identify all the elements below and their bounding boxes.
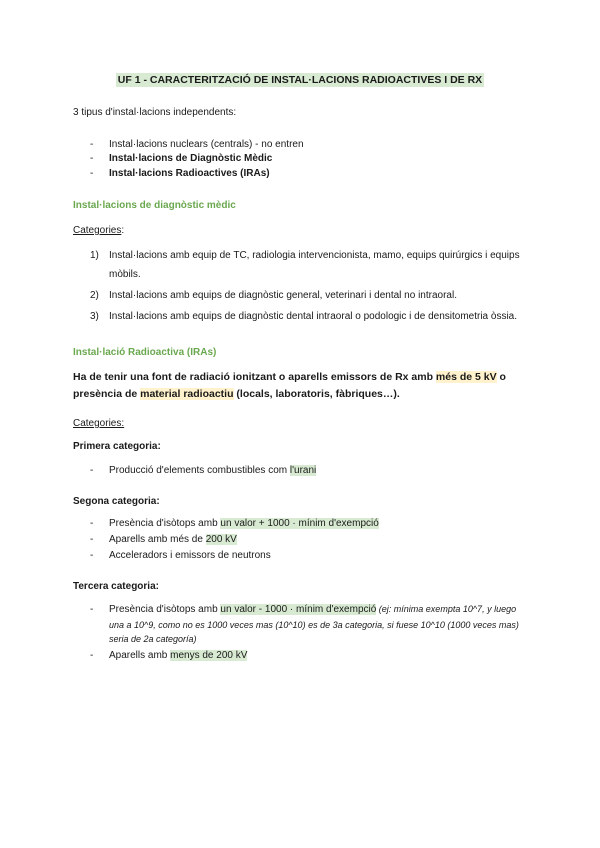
- highlight: l'urani: [289, 465, 317, 476]
- list-item: [109, 650, 247, 661]
- list-item: Instal·lacions de Diagnòstic Mèdic: [109, 153, 273, 164]
- category-heading: Primera categoria:: [73, 441, 161, 452]
- highlight: més de 5 kV: [435, 371, 497, 383]
- list-item: [109, 604, 516, 615]
- list-item: Acceleradors i emissors de neutrons: [109, 550, 271, 561]
- bullet-dash: -: [90, 650, 94, 661]
- page-title-text: UF 1 - CARACTERITZACIÓ DE INSTAL·LACIONS RADIOACTIVES I DE RX: [117, 74, 483, 86]
- categories-colon: :: [121, 225, 125, 236]
- note-text: (ej: mínima exempta 10^7, y luego: [376, 604, 517, 614]
- list-item-text: Producció d'elements combustibles com: [109, 465, 290, 476]
- list-item: Instal·lacions nuclears (centrals) - no entren: [109, 139, 304, 150]
- item-number: 1): [90, 250, 99, 261]
- note-text: seria de 2a categoría): [109, 634, 197, 644]
- list-item: Instal·lacions amb equips de diagnòstic dental intraoral o podologic i de densitometria òssia.: [109, 311, 518, 322]
- list-item: Instal·lacions amb equips de diagnòstic general, veterinari i dental no intraoral.: [109, 290, 457, 301]
- bullet-dash: -: [90, 518, 94, 529]
- list-item-continuation: mòbils.: [109, 269, 141, 280]
- bullet-dash: -: [90, 139, 94, 150]
- paragraph-text: o presència de: [73, 371, 506, 400]
- categories-label: [73, 225, 124, 236]
- highlight: menys de 200 kV: [170, 650, 248, 661]
- highlight: un valor - 1000 · mínim d'exempció: [220, 604, 377, 615]
- paragraph-text: Ha de tenir una font de radiació ionitzant o aparells emissors de Rx amb: [73, 371, 436, 383]
- list-item-text: Presència d'isòtops amb: [109, 518, 221, 529]
- category-heading: Tercera categoria:: [73, 581, 159, 592]
- section-heading: Instal·lació Radioactiva (IRAs): [73, 347, 217, 358]
- list-item: [109, 518, 379, 529]
- list-item-text: Aparells amb: [109, 650, 171, 661]
- page-title: [0, 74, 600, 86]
- highlight: un valor + 1000 · mínim d'exempció: [220, 518, 379, 529]
- list-item: Instal·lacions Radioactives (IRAs): [109, 168, 270, 179]
- item-number: 3): [90, 311, 99, 322]
- list-item-text: Aparells amb més de: [109, 534, 206, 545]
- list-item: Instal·lacions amb equip de TC, radiologia intervencionista, mamo, equips quirúrgics i equips: [109, 250, 520, 261]
- category-heading: Segona categoria:: [73, 496, 160, 507]
- list-item-text: Presència d'isòtops amb: [109, 604, 221, 615]
- intro-text: 3 tipus d'instal·lacions independents:: [73, 107, 237, 118]
- bullet-dash: -: [90, 604, 94, 615]
- item-number: 2): [90, 290, 99, 301]
- bullet-dash: -: [90, 465, 94, 476]
- definition-paragraph: [73, 369, 533, 403]
- categories-label-text: Categories: [73, 225, 122, 236]
- bullet-dash: -: [90, 550, 94, 561]
- list-item: [109, 465, 316, 476]
- list-item: [109, 534, 237, 545]
- bullet-dash: -: [90, 168, 94, 179]
- bullet-dash: -: [90, 534, 94, 545]
- highlight: material radioactiu: [140, 388, 234, 400]
- paragraph-text: (locals, laboratoris, fàbriques…).: [233, 388, 400, 400]
- categories-label: Categories:: [73, 418, 125, 429]
- note-text: una a 10^9, como no es 1000 veces mas (10^10) es de 3a categoria, si fuese 10^10 (1000 veces mas): [109, 620, 519, 630]
- bullet-dash: -: [90, 153, 94, 164]
- highlight: 200 kV: [205, 534, 237, 545]
- section-heading: Instal·lacions de diagnòstic mèdic: [73, 200, 236, 211]
